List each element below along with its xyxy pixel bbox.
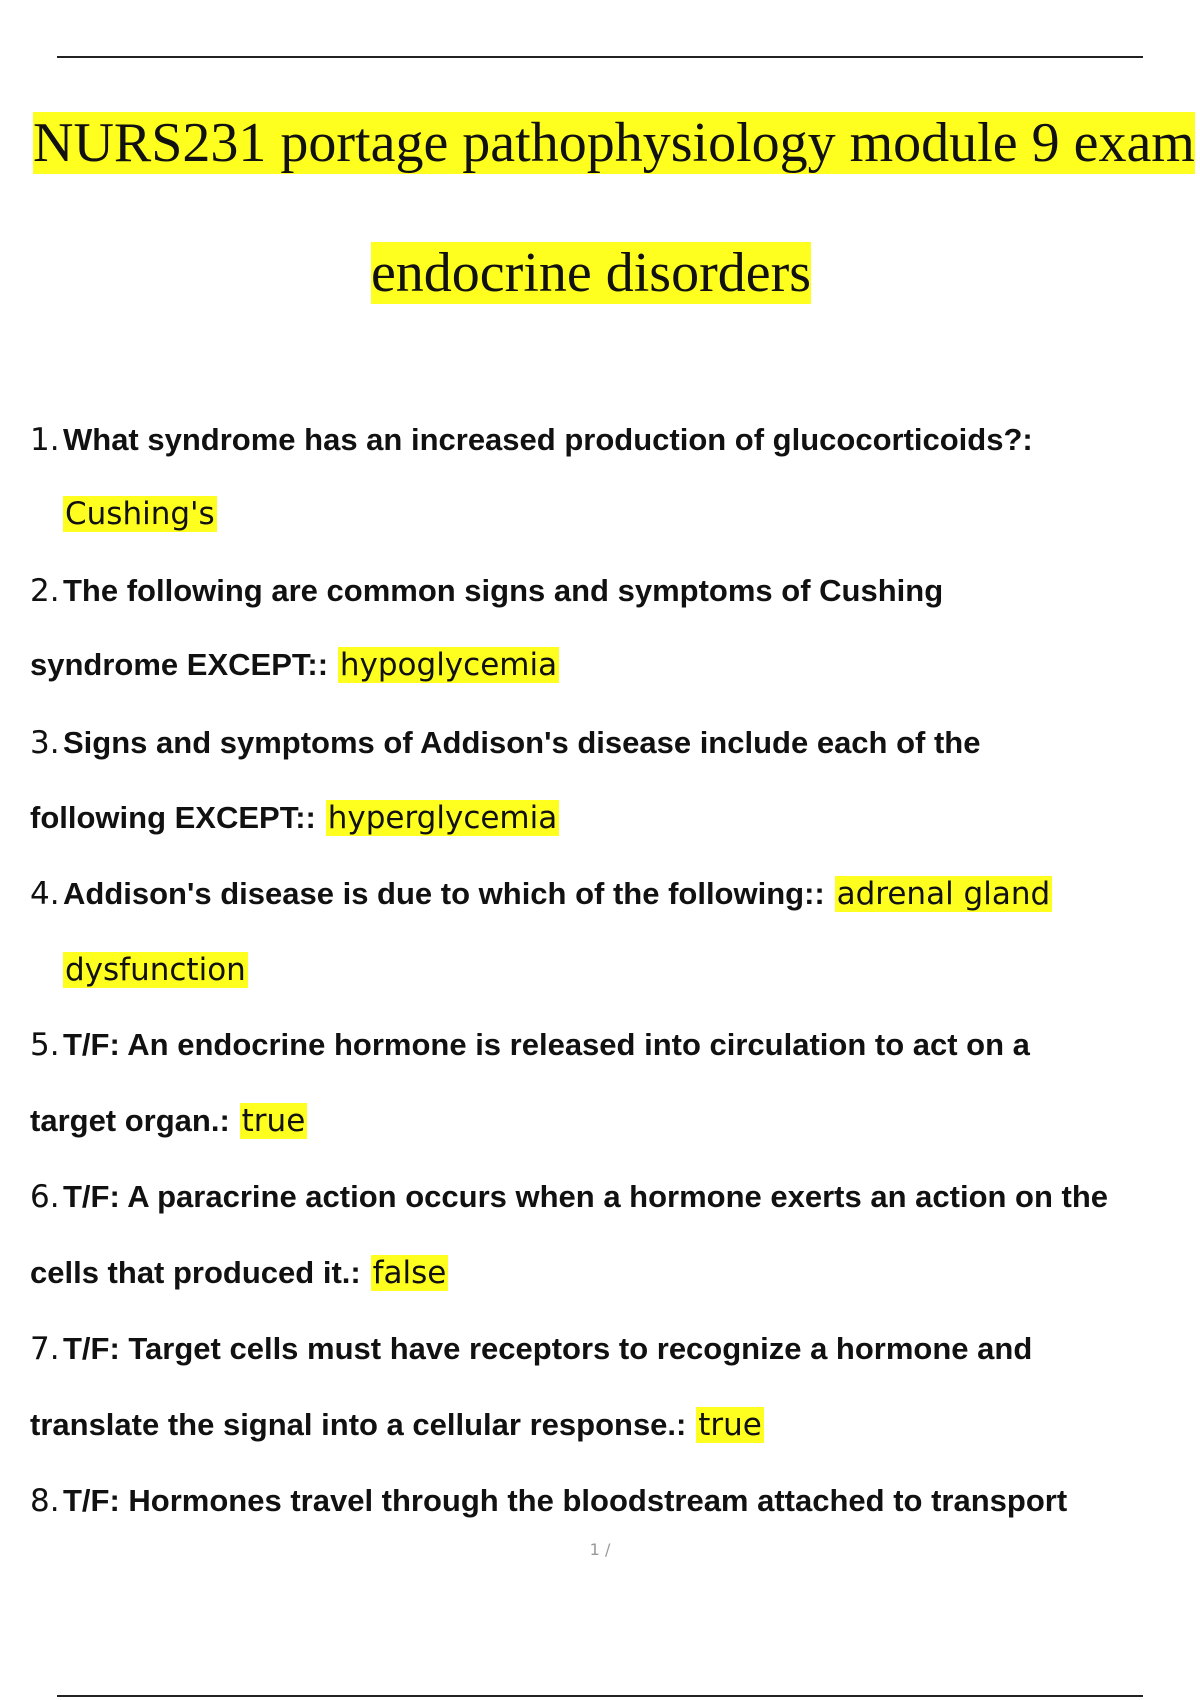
question-5: 5. T/F: An endocrine hormone is released into circulation to act on a [30,1027,1030,1063]
answer-6: false [372,1255,447,1291]
question-4: 4. Addison's disease is due to which of the following:: adrenal gland [30,876,1051,912]
answer-5: true [241,1103,306,1139]
question-2: 2. The following are common signs and symptoms of Cushing [30,573,944,609]
question-1: 1. What syndrome has an increased production of glucocorticoids?: [30,422,1033,458]
answer-3: hyperglycemia [327,800,558,836]
question-8: 8. T/F: Hormones travel through the bloodstream attached to transport [30,1483,1068,1519]
document-subtitle: endocrine disorders [370,242,812,304]
answer-4-cont: dysfunction [65,952,246,988]
bottom-rule [57,1695,1143,1697]
question-6: 6. T/F: A paracrine action occurs when a hormone exerts an action on the [30,1179,1109,1215]
question-7: 7. T/F: Target cells must have receptors to recognize a hormone and [30,1331,1033,1367]
question-5-cont: target organ.: true [30,1103,306,1139]
answer-7: true [698,1407,762,1443]
page-number: 1 / [589,1540,611,1559]
answer-2: hypoglycemia [339,647,558,683]
question-2-cont: syndrome EXCEPT:: hypoglycemia [30,647,558,683]
document-title: NURS231 portage pathophysiology module 9 exam [33,112,1195,174]
answer-1: Cushing's [65,496,215,532]
question-6-cont: cells that produced it.: false [30,1255,447,1291]
question-3-cont: following EXCEPT:: hyperglycemia [30,800,558,836]
question-7-cont: translate the signal into a cellular response.: true [30,1407,762,1443]
question-3: 3. Signs and symptoms of Addison's disease include each of the [30,725,981,761]
answer-4: adrenal gland [836,876,1051,912]
top-rule [57,56,1143,58]
